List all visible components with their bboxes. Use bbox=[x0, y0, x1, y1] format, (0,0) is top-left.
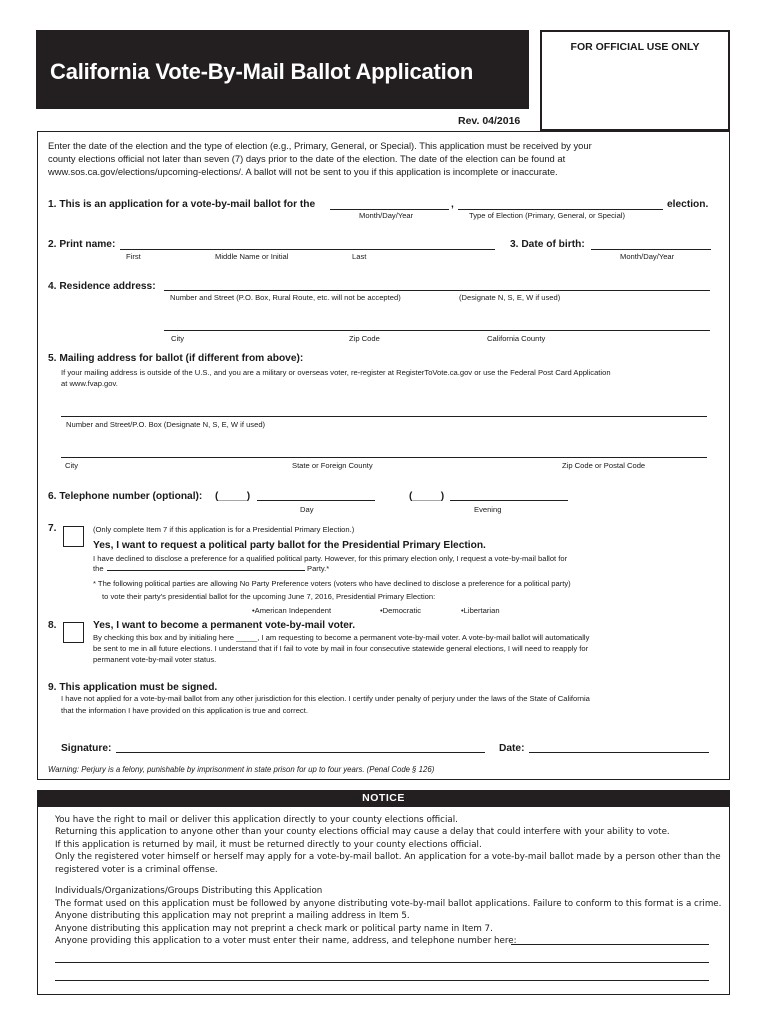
item7-note: (Only complete Item 7 if this application is for a Presidential Primary Election.) bbox=[93, 525, 355, 534]
item9-line-1: I have not applied for a vote-by-mail ballot from any other jurisdiction for this election. I certify under penalty of perjury under the laws of the State of California bbox=[61, 694, 590, 703]
item7-line-2-post: Party.* bbox=[307, 564, 330, 573]
item8-line-2: be sent to me in all future elections. I understand that if I fail to vote by mail in four consecutive statewide general elections, I will need to reapply for bbox=[93, 644, 589, 653]
notice-line: The format used on this application must be followed by anyone distributing vote-by-mail ballot applications. Failure to conform to this format is a crime. bbox=[55, 899, 722, 909]
revision-label: Rev. 04/2016 bbox=[458, 115, 521, 127]
hint-residence-zip: Zip Code bbox=[349, 334, 380, 343]
item1-comma: , bbox=[451, 199, 454, 210]
party-american-independent: •American Independent bbox=[252, 606, 332, 615]
election-date-field[interactable] bbox=[330, 209, 449, 210]
item8-line-3: permanent vote-by-mail voter status. bbox=[93, 655, 217, 664]
notice-line: Returning this application to anyone other than your county elections official may cause a delay that could interfere with your ability to vote. bbox=[55, 827, 670, 837]
hint-residence-street: Number and Street (P.O. Box, Rural Route, etc. will not be accepted) bbox=[170, 293, 401, 302]
party-ballot-checkbox[interactable] bbox=[63, 526, 84, 547]
phone-day-area: (_____) bbox=[215, 491, 251, 502]
permanent-vbm-checkbox[interactable] bbox=[63, 622, 84, 643]
hint-mailing-zip: Zip Code or Postal Code bbox=[562, 461, 646, 470]
notice-line: You have the right to mail or deliver this application directly to your county elections official. bbox=[55, 815, 458, 825]
perjury-warning: Warning: Perjury is a felony, punishable by imprisonment in state prison for up to four years. (Penal Code § 126) bbox=[48, 765, 435, 774]
signature-field[interactable] bbox=[116, 752, 485, 753]
item1-suffix: election. bbox=[667, 199, 709, 210]
election-type-field[interactable] bbox=[458, 209, 663, 210]
hint-residence-designate: (Designate N, S, E, W if used) bbox=[459, 293, 561, 302]
notice-line: If this application is returned by mail, it must be returned directly to your county elections official. bbox=[55, 840, 482, 850]
hint-birth-date: Month/Day/Year bbox=[620, 252, 675, 261]
item7-number: 7. bbox=[48, 523, 57, 534]
intro-line-2: county elections official not later than seven (7) days prior to the date of the election. The date of the election can be found at bbox=[48, 153, 566, 164]
item4-label: 4. Residence address: bbox=[48, 281, 156, 292]
distributor-info-field-3[interactable] bbox=[55, 980, 709, 981]
item8-title: Yes, I want to become a permanent vote-by-mail voter. bbox=[93, 620, 356, 631]
item3-label: 3. Date of birth: bbox=[510, 239, 585, 250]
hint-mailing-street: Number and Street/P.O. Box (Designate N, S, E, W if used) bbox=[66, 420, 266, 429]
phone-evening-field[interactable] bbox=[450, 500, 568, 501]
form-title: California Vote-By-Mail Ballot Application bbox=[50, 59, 474, 84]
item7-star-2: to vote their party's presidential ballot for the upcoming June 7, 2016, Presidential Primary Election: bbox=[102, 592, 436, 601]
signature-label: Signature: bbox=[61, 743, 112, 754]
item6-label: 6. Telephone number (optional): bbox=[48, 491, 203, 502]
item5-note-2: at www.fvap.gov. bbox=[61, 379, 118, 388]
hint-middle: Middle Name or Initial bbox=[215, 252, 289, 261]
notice-title: NOTICE bbox=[37, 790, 730, 807]
hint-mailing-state: State or Foreign County bbox=[292, 461, 373, 470]
residence-street-field[interactable] bbox=[164, 290, 710, 291]
hint-last: Last bbox=[352, 252, 367, 261]
item5-label: 5. Mailing address for ballot (if different from above): bbox=[48, 353, 304, 364]
birth-date-field[interactable] bbox=[591, 249, 711, 250]
intro-line-1: Enter the date of the election and the type of election (e.g., Primary, General, or Special). This application must be received by your bbox=[48, 140, 592, 151]
party-democratic: •Democratic bbox=[380, 606, 422, 615]
item7-line-1: I have declined to disclose a preference for a qualified political party. However, for this primary election only, I request a vote-by-mail ballot for bbox=[93, 554, 568, 563]
item7-line-2-pre: the bbox=[93, 564, 104, 573]
mailing-street-field[interactable] bbox=[61, 416, 707, 417]
notice-line: Anyone providing this application to a voter must enter their name, address, and telephone number here: bbox=[55, 936, 517, 946]
phone-evening-area: (_____) bbox=[409, 491, 445, 502]
party-libertarian: •Libertarian bbox=[461, 606, 500, 615]
notice-subhead: Individuals/Organizations/Groups Distributing this Application bbox=[55, 886, 323, 896]
item9-line-2: that the information I have provided on this application is true and correct. bbox=[61, 706, 308, 715]
hint-phone-evening: Evening bbox=[474, 505, 502, 514]
party-name-field[interactable] bbox=[107, 570, 305, 571]
item2-label: 2. Print name: bbox=[48, 239, 116, 250]
phone-day-field[interactable] bbox=[257, 500, 375, 501]
notice-line: registered voter is a criminal offense. bbox=[55, 865, 218, 875]
hint-mailing-city: City bbox=[65, 461, 79, 470]
hint-residence-county: California County bbox=[487, 334, 546, 343]
item1-label: 1. This is an application for a vote-by-mail ballot for the bbox=[48, 199, 316, 210]
hint-election-type: Type of Election (Primary, General, or Special) bbox=[469, 211, 626, 220]
hint-phone-day: Day bbox=[300, 505, 314, 514]
hint-election-date: Month/Day/Year bbox=[359, 211, 414, 220]
distributor-info-field-2[interactable] bbox=[55, 962, 709, 963]
date-label: Date: bbox=[499, 743, 525, 754]
hint-first: First bbox=[126, 252, 141, 261]
item5-note-1: If your mailing address is outside of the U.S., and you are a military or overseas voter, re-register at RegisterToVote.ca.gov or use the Federal Post Card Application bbox=[61, 368, 611, 377]
print-name-field[interactable] bbox=[120, 249, 495, 250]
item9-title: 9. This application must be signed. bbox=[48, 682, 218, 693]
notice-line: Anyone distributing this application may not preprint a mailing address in Item 5. bbox=[55, 911, 410, 921]
item8-number: 8. bbox=[48, 620, 57, 631]
notice-line: Anyone distributing this application may not preprint a check mark or political party name in Item 7. bbox=[55, 924, 493, 934]
residence-city-field[interactable] bbox=[164, 330, 710, 331]
signature-date-field[interactable] bbox=[529, 752, 709, 753]
item7-star-1: * The following political parties are allowing No Party Preference voters (voters who have declined to disclose a preference for a political party) bbox=[93, 579, 571, 588]
item8-line-1: By checking this box and by initialing here _____, I am requesting to become a permanent vote-by-mail voter. A vote-by-mail ballot will automatically bbox=[93, 633, 590, 642]
item7-title: Yes, I want to request a political party ballot for the Presidential Primary Election. bbox=[93, 540, 486, 551]
official-use-label: FOR OFFICIAL USE ONLY bbox=[570, 41, 700, 53]
intro-line-3: www.sos.ca.gov/elections/upcoming-elections/. A ballot will not be sent to you if this application is incomplete or inaccurate. bbox=[48, 166, 558, 177]
mailing-city-field[interactable] bbox=[61, 457, 707, 458]
notice-line: Only the registered voter himself or herself may apply for a vote-by-mail ballot. An application for a vote-by-mail ballot made by a person other than the bbox=[55, 852, 721, 862]
distributor-info-field[interactable] bbox=[511, 944, 709, 945]
hint-residence-city: City bbox=[171, 334, 185, 343]
